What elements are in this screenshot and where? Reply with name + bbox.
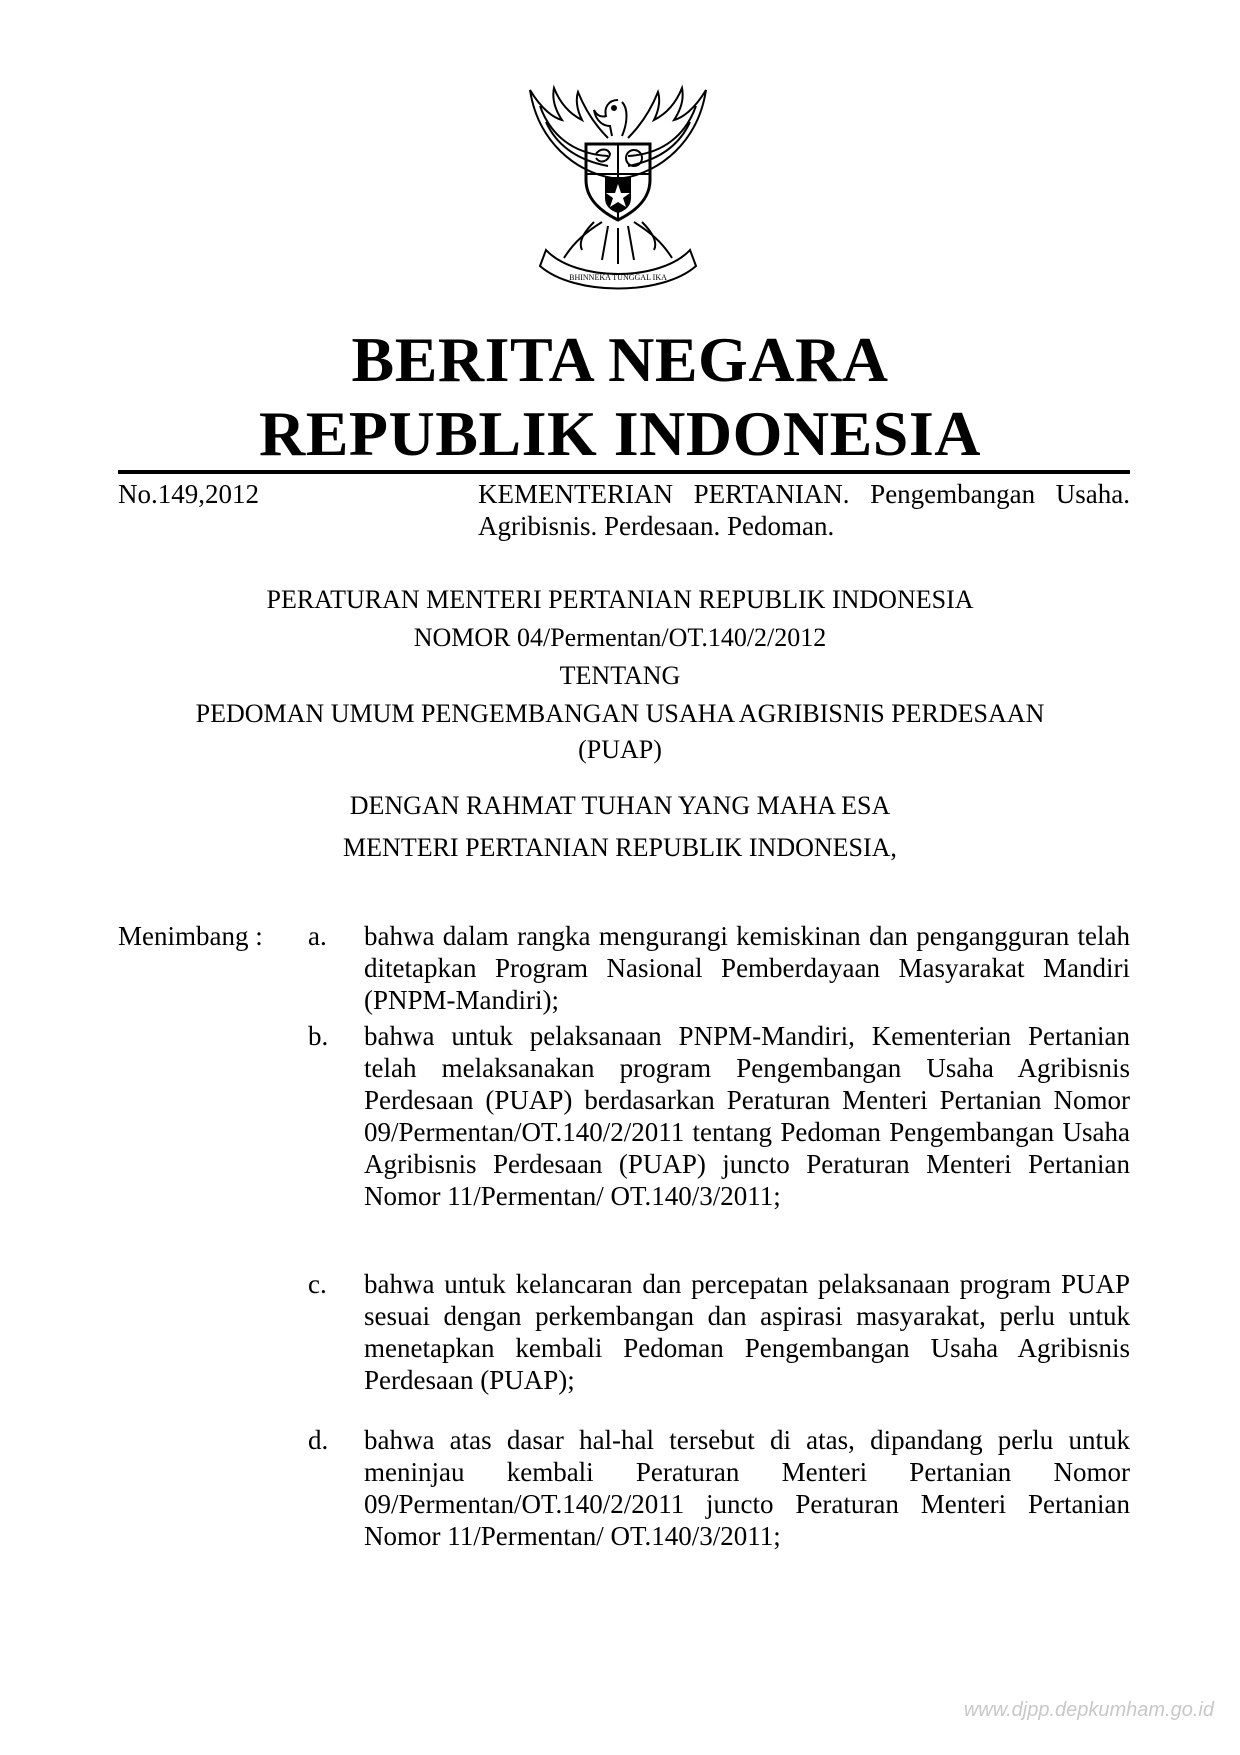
gazette-number: No.149,2012: [118, 479, 259, 509]
motto-text: BHINNEKA TUNGGAL IKA: [569, 273, 667, 282]
considerations-label: Menimbang :: [118, 921, 263, 951]
regulation-number: NOMOR 04/Permentan/OT.140/2/2012: [413, 623, 827, 652]
invocation: DENGAN RAHMAT TUHAN YANG MAHA ESA: [349, 791, 891, 820]
masthead-rule: [118, 470, 1130, 474]
gazette-subject: KEMENTERIAN PERTANIAN. Pengembangan Usaha. Agribisnis. Perdesaan. Pedoman.: [478, 479, 1130, 541]
regulation-about: TENTANG: [559, 661, 681, 690]
regulation-title: PERATURAN MENTERI PERTANIAN REPUBLIK INDONESIA: [266, 585, 974, 614]
consideration-letter-a: a.: [308, 921, 327, 951]
regulation-subject-line-1: PEDOMAN UMUM PENGEMBANGAN USAHA AGRIBISNIS PERDESAAN: [195, 699, 1045, 728]
consideration-letter-b: b.: [308, 1021, 329, 1051]
source-watermark: www.djpp.depkumham.go.id: [963, 1699, 1214, 1721]
issuer: MENTERI PERTANIAN REPUBLIK INDONESIA,: [343, 833, 897, 862]
consideration-text-c: bahwa untuk kelancaran dan percepatan pelaksanaan program PUAP sesuai dengan perkembangan dan aspirasi masyarakat, perlu untuk menetapkan kembali Pedoman Pengembangan Usaha Agribisnis Perdesaan (PUAP);: [364, 1269, 1130, 1395]
consideration-text-b: bahwa untuk pelaksanaan PNPM-Mandiri, Kementerian Pertanian telah melaksanakan program Pengembangan Usaha Agribisnis Perdesaan (PUAP) berdasarkan Peraturan Menteri Pertanian Nomor 09/Permentan/OT.140/2/2011 tentang Pedoman Pengembangan Usaha Agribisnis Perdesaan (PUAP) juncto Peraturan Menteri Pertanian Nomor 11/Permentan/ OT.140/3/2011;: [364, 1021, 1130, 1211]
masthead-line-2: REPUBLIK INDONESIA: [258, 398, 982, 469]
consideration-text-a: bahwa dalam rangka mengurangi kemiskinan dan pengangguran telah ditetapkan Program Nasional Pemberdayaan Masyarakat Mandiri (PNPM-Mandiri);: [364, 921, 1130, 1015]
consideration-letter-d: d.: [308, 1425, 329, 1455]
garuda-pancasila-emblem-icon: [516, 82, 720, 300]
consideration-text-d: bahwa atas dasar hal-hal tersebut di atas, dipandang perlu untuk meninjau kembali Peraturan Menteri Pertanian Nomor 09/Permentan/OT.140/2/2011 juncto Peraturan Menteri Pertanian Nomor 11/Permentan/ OT.140/3/2011;: [364, 1425, 1130, 1551]
regulation-subject-line-2: (PUAP): [578, 735, 662, 764]
masthead-line-1: BERITA NEGARA: [351, 324, 889, 395]
consideration-letter-c: c.: [308, 1269, 327, 1299]
